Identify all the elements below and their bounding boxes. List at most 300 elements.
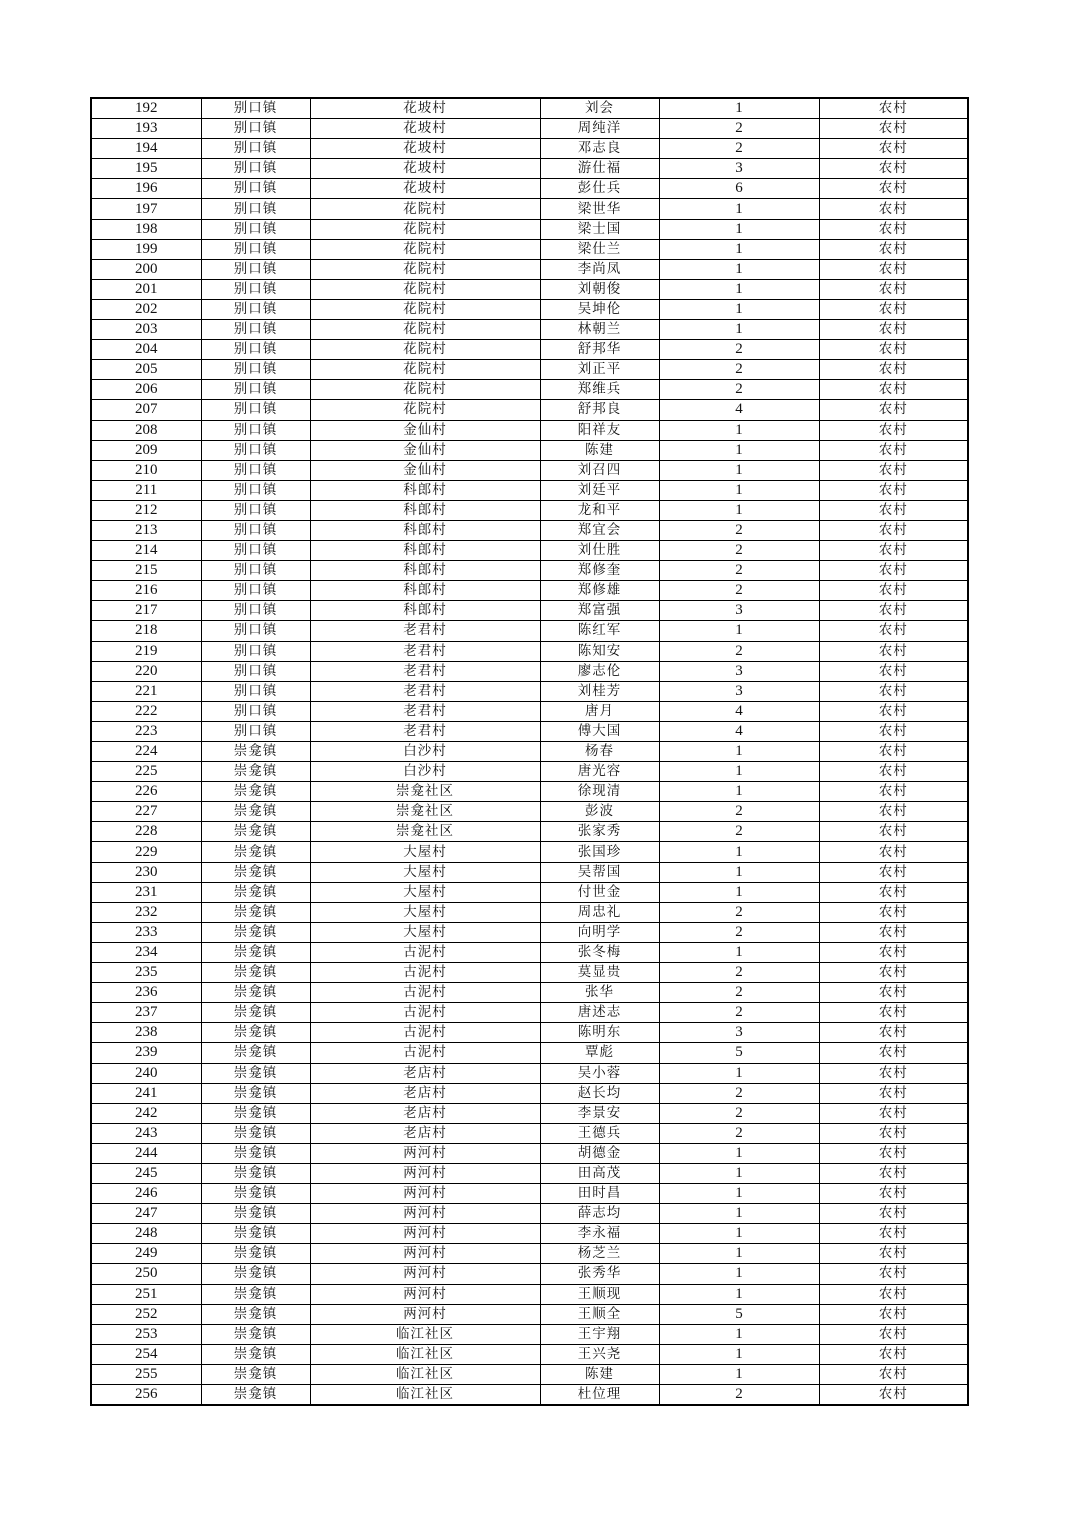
table-row [91, 259, 968, 279]
name-cell: 刘仕胜 [540, 541, 659, 561]
count-cell: 4 [659, 400, 819, 420]
name-cell: 陈明东 [540, 1023, 659, 1043]
row-number-cell: 206 [91, 380, 201, 400]
count-cell: 1 [659, 1163, 819, 1183]
count-cell: 2 [659, 139, 819, 159]
name-cell: 王宇翔 [540, 1324, 659, 1344]
name-cell: 张家秀 [540, 822, 659, 842]
village-cell: 花院村 [310, 219, 540, 239]
category-cell: 农村 [819, 239, 968, 259]
name-cell: 胡德金 [540, 1143, 659, 1163]
category-cell: 农村 [819, 1184, 968, 1204]
category-cell: 农村 [819, 1284, 968, 1304]
row-number-cell: 256 [91, 1385, 201, 1406]
count-cell: 1 [659, 1244, 819, 1264]
village-cell: 科郎村 [310, 601, 540, 621]
count-cell: 1 [659, 882, 819, 902]
village-cell: 白沙村 [310, 742, 540, 762]
count-cell: 3 [659, 601, 819, 621]
village-cell: 临江社区 [310, 1364, 540, 1384]
row-number-cell: 210 [91, 460, 201, 480]
name-cell: 李尚凤 [540, 259, 659, 279]
row-number-cell: 228 [91, 822, 201, 842]
category-cell: 农村 [819, 842, 968, 862]
row-number-cell: 213 [91, 520, 201, 540]
count-cell: 3 [659, 159, 819, 179]
category-cell: 农村 [819, 380, 968, 400]
row-number-cell: 232 [91, 902, 201, 922]
count-cell: 2 [659, 541, 819, 561]
village-cell: 古泥村 [310, 1003, 540, 1023]
category-cell: 农村 [819, 621, 968, 641]
row-number-cell: 233 [91, 922, 201, 942]
row-number-cell: 220 [91, 661, 201, 681]
row-number-cell: 201 [91, 279, 201, 299]
town-cell: 崇龛镇 [201, 1344, 310, 1364]
town-cell: 崇龛镇 [201, 1003, 310, 1023]
name-cell: 彭仕兵 [540, 179, 659, 199]
village-cell: 花院村 [310, 279, 540, 299]
table-row [91, 400, 968, 420]
name-cell: 吴帮国 [540, 862, 659, 882]
table-row [91, 1143, 968, 1163]
count-cell: 3 [659, 1023, 819, 1043]
category-cell: 农村 [819, 802, 968, 822]
count-cell: 2 [659, 902, 819, 922]
row-number-cell: 219 [91, 641, 201, 661]
count-cell: 5 [659, 1304, 819, 1324]
town-cell: 崇龛镇 [201, 1163, 310, 1183]
name-cell: 林朝兰 [540, 320, 659, 340]
count-cell: 4 [659, 701, 819, 721]
name-cell: 郑富强 [540, 601, 659, 621]
table-row [91, 882, 968, 902]
count-cell: 1 [659, 782, 819, 802]
row-number-cell: 241 [91, 1083, 201, 1103]
count-cell: 1 [659, 1364, 819, 1384]
village-cell: 临江社区 [310, 1385, 540, 1406]
table-row [91, 1163, 968, 1183]
table-row [91, 420, 968, 440]
category-cell: 农村 [819, 681, 968, 701]
village-cell: 大屋村 [310, 842, 540, 862]
category-cell: 农村 [819, 219, 968, 239]
category-cell: 农村 [819, 299, 968, 319]
row-number-cell: 196 [91, 179, 201, 199]
table-row [91, 1284, 968, 1304]
name-cell: 王兴尧 [540, 1344, 659, 1364]
name-cell: 邓志良 [540, 139, 659, 159]
name-cell: 舒邦华 [540, 340, 659, 360]
town-cell: 崇龛镇 [201, 1184, 310, 1204]
village-cell: 古泥村 [310, 963, 540, 983]
row-number-cell: 211 [91, 480, 201, 500]
village-cell: 白沙村 [310, 762, 540, 782]
village-cell: 崇龛社区 [310, 822, 540, 842]
category-cell: 农村 [819, 1143, 968, 1163]
row-number-cell: 255 [91, 1364, 201, 1384]
village-cell: 两河村 [310, 1304, 540, 1324]
name-cell: 刘会 [540, 98, 659, 119]
name-cell: 梁士国 [540, 219, 659, 239]
town-cell: 崇龛镇 [201, 762, 310, 782]
count-cell: 2 [659, 1083, 819, 1103]
count-cell: 1 [659, 1344, 819, 1364]
village-cell: 老店村 [310, 1103, 540, 1123]
table-row [91, 460, 968, 480]
category-cell: 农村 [819, 601, 968, 621]
category-cell: 农村 [819, 721, 968, 741]
category-cell: 农村 [819, 159, 968, 179]
row-number-cell: 238 [91, 1023, 201, 1043]
row-number-cell: 197 [91, 199, 201, 219]
count-cell: 1 [659, 259, 819, 279]
town-cell: 别口镇 [201, 199, 310, 219]
row-number-cell: 215 [91, 561, 201, 581]
table-row [91, 681, 968, 701]
name-cell: 杨春 [540, 742, 659, 762]
category-cell: 农村 [819, 1385, 968, 1406]
village-cell: 科郎村 [310, 541, 540, 561]
table-row [91, 621, 968, 641]
count-cell: 2 [659, 1103, 819, 1123]
table-row [91, 1023, 968, 1043]
count-cell: 3 [659, 661, 819, 681]
table-row [91, 661, 968, 681]
name-cell: 周忠礼 [540, 902, 659, 922]
name-cell: 吴坤伦 [540, 299, 659, 319]
village-cell: 老店村 [310, 1083, 540, 1103]
village-cell: 花院村 [310, 320, 540, 340]
table-row [91, 782, 968, 802]
table-row [91, 239, 968, 259]
row-number-cell: 250 [91, 1264, 201, 1284]
town-cell: 崇龛镇 [201, 902, 310, 922]
row-number-cell: 214 [91, 541, 201, 561]
name-cell: 赵长均 [540, 1083, 659, 1103]
town-cell: 崇龛镇 [201, 1103, 310, 1123]
category-cell: 农村 [819, 420, 968, 440]
category-cell: 农村 [819, 541, 968, 561]
row-number-cell: 195 [91, 159, 201, 179]
category-cell: 农村 [819, 1224, 968, 1244]
table-row [91, 902, 968, 922]
row-number-cell: 208 [91, 420, 201, 440]
town-cell: 别口镇 [201, 340, 310, 360]
table-row [91, 360, 968, 380]
row-number-cell: 222 [91, 701, 201, 721]
table-row [91, 299, 968, 319]
village-cell: 大屋村 [310, 862, 540, 882]
count-cell: 2 [659, 520, 819, 540]
category-cell: 农村 [819, 340, 968, 360]
row-number-cell: 254 [91, 1344, 201, 1364]
row-number-cell: 216 [91, 581, 201, 601]
town-cell: 崇龛镇 [201, 1043, 310, 1063]
count-cell: 1 [659, 320, 819, 340]
count-cell: 1 [659, 1143, 819, 1163]
town-cell: 崇龛镇 [201, 922, 310, 942]
town-cell: 崇龛镇 [201, 1385, 310, 1406]
count-cell: 1 [659, 460, 819, 480]
row-number-cell: 236 [91, 983, 201, 1003]
row-number-cell: 224 [91, 742, 201, 762]
village-cell: 大屋村 [310, 922, 540, 942]
row-number-cell: 227 [91, 802, 201, 822]
count-cell: 2 [659, 822, 819, 842]
category-cell: 农村 [819, 500, 968, 520]
category-cell: 农村 [819, 1163, 968, 1183]
category-cell: 农村 [819, 701, 968, 721]
category-cell: 农村 [819, 762, 968, 782]
name-cell: 王德兵 [540, 1123, 659, 1143]
village-cell: 老店村 [310, 1063, 540, 1083]
count-cell: 2 [659, 963, 819, 983]
table-row [91, 1244, 968, 1264]
count-cell: 1 [659, 199, 819, 219]
category-cell: 农村 [819, 1023, 968, 1043]
name-cell: 莫显贵 [540, 963, 659, 983]
count-cell: 1 [659, 1184, 819, 1204]
table-row [91, 963, 968, 983]
table-row [91, 802, 968, 822]
category-cell: 农村 [819, 1043, 968, 1063]
category-cell: 农村 [819, 942, 968, 962]
row-number-cell: 217 [91, 601, 201, 621]
table-row [91, 1264, 968, 1284]
town-cell: 崇龛镇 [201, 822, 310, 842]
town-cell: 别口镇 [201, 299, 310, 319]
category-cell: 农村 [819, 360, 968, 380]
name-cell: 陈红军 [540, 621, 659, 641]
table-row [91, 541, 968, 561]
row-number-cell: 212 [91, 500, 201, 520]
name-cell: 田时昌 [540, 1184, 659, 1204]
row-number-cell: 193 [91, 119, 201, 139]
village-cell: 科郎村 [310, 480, 540, 500]
town-cell: 别口镇 [201, 219, 310, 239]
count-cell: 1 [659, 1264, 819, 1284]
town-cell: 崇龛镇 [201, 1023, 310, 1043]
count-cell: 1 [659, 742, 819, 762]
village-cell: 古泥村 [310, 983, 540, 1003]
category-cell: 农村 [819, 963, 968, 983]
town-cell: 别口镇 [201, 500, 310, 520]
town-cell: 崇龛镇 [201, 1143, 310, 1163]
name-cell: 刘朝俊 [540, 279, 659, 299]
town-cell: 别口镇 [201, 701, 310, 721]
count-cell: 1 [659, 239, 819, 259]
table-row [91, 1103, 968, 1123]
table-row [91, 1204, 968, 1224]
name-cell: 覃彪 [540, 1043, 659, 1063]
town-cell: 别口镇 [201, 279, 310, 299]
name-cell: 吴小蓉 [540, 1063, 659, 1083]
town-cell: 别口镇 [201, 400, 310, 420]
name-cell: 李景安 [540, 1103, 659, 1123]
village-cell: 金仙村 [310, 420, 540, 440]
town-cell: 崇龛镇 [201, 963, 310, 983]
count-cell: 1 [659, 621, 819, 641]
count-cell: 4 [659, 721, 819, 741]
count-cell: 1 [659, 219, 819, 239]
row-number-cell: 243 [91, 1123, 201, 1143]
table-row [91, 561, 968, 581]
category-cell: 农村 [819, 259, 968, 279]
count-cell: 1 [659, 1324, 819, 1344]
count-cell: 2 [659, 581, 819, 601]
name-cell: 杜位理 [540, 1385, 659, 1406]
name-cell: 唐光容 [540, 762, 659, 782]
count-cell: 1 [659, 500, 819, 520]
village-cell: 临江社区 [310, 1344, 540, 1364]
table-row [91, 601, 968, 621]
name-cell: 张国珍 [540, 842, 659, 862]
town-cell: 别口镇 [201, 119, 310, 139]
count-cell: 1 [659, 1063, 819, 1083]
category-cell: 农村 [819, 199, 968, 219]
town-cell: 崇龛镇 [201, 882, 310, 902]
category-cell: 农村 [819, 1003, 968, 1023]
village-cell: 两河村 [310, 1163, 540, 1183]
village-cell: 两河村 [310, 1284, 540, 1304]
count-cell: 2 [659, 922, 819, 942]
category-cell: 农村 [819, 1364, 968, 1384]
count-cell: 1 [659, 862, 819, 882]
town-cell: 别口镇 [201, 561, 310, 581]
name-cell: 王顺现 [540, 1284, 659, 1304]
village-cell: 科郎村 [310, 500, 540, 520]
village-cell: 古泥村 [310, 1043, 540, 1063]
table-row [91, 862, 968, 882]
table-row [91, 440, 968, 460]
category-cell: 农村 [819, 1083, 968, 1103]
town-cell: 别口镇 [201, 179, 310, 199]
town-cell: 崇龛镇 [201, 862, 310, 882]
category-cell: 农村 [819, 581, 968, 601]
town-cell: 崇龛镇 [201, 1304, 310, 1324]
table-row [91, 480, 968, 500]
village-cell: 花坡村 [310, 98, 540, 119]
table-row [91, 98, 968, 119]
row-number-cell: 218 [91, 621, 201, 641]
town-cell: 别口镇 [201, 661, 310, 681]
town-cell: 别口镇 [201, 721, 310, 741]
row-number-cell: 194 [91, 139, 201, 159]
category-cell: 农村 [819, 1304, 968, 1324]
data-table [90, 97, 969, 1406]
town-cell: 崇龛镇 [201, 983, 310, 1003]
row-number-cell: 229 [91, 842, 201, 862]
village-cell: 花院村 [310, 340, 540, 360]
village-cell: 老君村 [310, 641, 540, 661]
category-cell: 农村 [819, 862, 968, 882]
category-cell: 农村 [819, 742, 968, 762]
category-cell: 农村 [819, 822, 968, 842]
category-cell: 农村 [819, 1324, 968, 1344]
village-cell: 花院村 [310, 299, 540, 319]
category-cell: 农村 [819, 1204, 968, 1224]
village-cell: 科郎村 [310, 581, 540, 601]
row-number-cell: 202 [91, 299, 201, 319]
village-cell: 花院村 [310, 360, 540, 380]
name-cell: 付世金 [540, 882, 659, 902]
village-cell: 临江社区 [310, 1324, 540, 1344]
village-cell: 花院村 [310, 380, 540, 400]
table-row [91, 742, 968, 762]
table-row [91, 842, 968, 862]
count-cell: 2 [659, 1123, 819, 1143]
town-cell: 别口镇 [201, 581, 310, 601]
town-cell: 崇龛镇 [201, 1264, 310, 1284]
row-number-cell: 205 [91, 360, 201, 380]
row-number-cell: 235 [91, 963, 201, 983]
category-cell: 农村 [819, 882, 968, 902]
town-cell: 崇龛镇 [201, 1063, 310, 1083]
category-cell: 农村 [819, 1344, 968, 1364]
count-cell: 1 [659, 440, 819, 460]
category-cell: 农村 [819, 480, 968, 500]
table-body [91, 98, 968, 1405]
table-row [91, 119, 968, 139]
category-cell: 农村 [819, 520, 968, 540]
table-row [91, 1304, 968, 1324]
category-cell: 农村 [819, 440, 968, 460]
town-cell: 别口镇 [201, 641, 310, 661]
row-number-cell: 207 [91, 400, 201, 420]
village-cell: 花院村 [310, 199, 540, 219]
count-cell: 6 [659, 179, 819, 199]
village-cell: 两河村 [310, 1264, 540, 1284]
town-cell: 崇龛镇 [201, 1083, 310, 1103]
table-row [91, 320, 968, 340]
table-row [91, 762, 968, 782]
village-cell: 老君村 [310, 661, 540, 681]
name-cell: 张华 [540, 983, 659, 1003]
row-number-cell: 226 [91, 782, 201, 802]
name-cell: 彭波 [540, 802, 659, 822]
town-cell: 别口镇 [201, 420, 310, 440]
town-cell: 别口镇 [201, 139, 310, 159]
table-row [91, 159, 968, 179]
table-row [91, 942, 968, 962]
name-cell: 舒邦良 [540, 400, 659, 420]
category-cell: 农村 [819, 119, 968, 139]
row-number-cell: 221 [91, 681, 201, 701]
row-number-cell: 203 [91, 320, 201, 340]
name-cell: 梁仕兰 [540, 239, 659, 259]
table-row [91, 1063, 968, 1083]
village-cell: 科郎村 [310, 561, 540, 581]
table-row [91, 922, 968, 942]
table-row [91, 139, 968, 159]
count-cell: 1 [659, 480, 819, 500]
village-cell: 老君村 [310, 621, 540, 641]
row-number-cell: 251 [91, 1284, 201, 1304]
table-row [91, 380, 968, 400]
category-cell: 农村 [819, 1244, 968, 1264]
category-cell: 农村 [819, 1264, 968, 1284]
category-cell: 农村 [819, 922, 968, 942]
name-cell: 刘廷平 [540, 480, 659, 500]
category-cell: 农村 [819, 661, 968, 681]
name-cell: 张秀华 [540, 1264, 659, 1284]
table-row [91, 520, 968, 540]
village-cell: 金仙村 [310, 440, 540, 460]
village-cell: 金仙村 [310, 460, 540, 480]
table-row [91, 219, 968, 239]
category-cell: 农村 [819, 1123, 968, 1143]
